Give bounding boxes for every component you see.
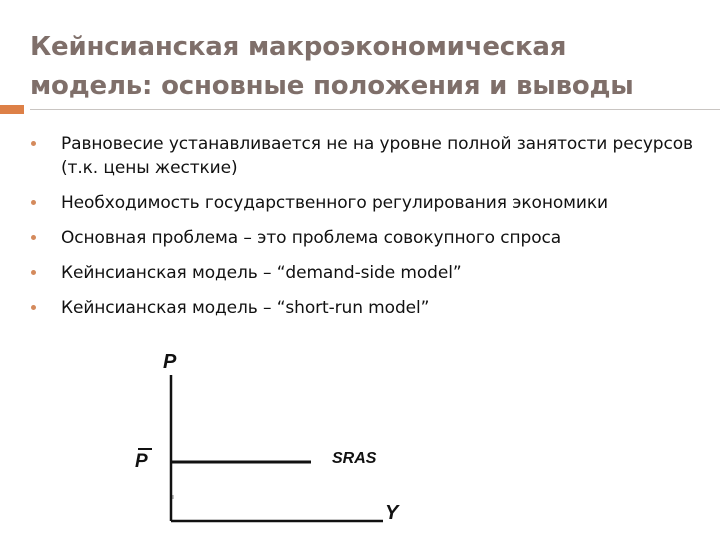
slide-title: Кейнсианская макроэкономическая модель: основные положения и выводы xyxy=(30,32,634,101)
title-divider xyxy=(30,109,720,110)
bullet-item xyxy=(28,132,698,180)
bullet-item xyxy=(28,296,698,320)
bullet-text: Основная проблема – это проблема совокупного спроса xyxy=(61,228,562,248)
sras-label: SRAS xyxy=(332,450,377,467)
title-accent-bar xyxy=(0,105,24,114)
bullet-dot-icon xyxy=(31,235,36,240)
bullet-item xyxy=(28,191,698,215)
bullet-list xyxy=(28,132,698,331)
bullet-text: Кейнсианская модель – “short-run model” xyxy=(61,298,430,318)
bullet-dot-icon xyxy=(31,200,36,205)
y-axis-label: P xyxy=(163,351,177,373)
bullet-text: Равновесие устанавливается не на уровне полной занятости ресурсов (т.к. цены жесткие) xyxy=(61,134,693,178)
x-axis-label: Y xyxy=(385,502,399,524)
price-level-overline xyxy=(138,448,152,450)
sras-graph xyxy=(130,345,420,535)
bullet-text: Необходимость государственного регулирования экономики xyxy=(61,193,608,213)
price-level-label: P xyxy=(135,451,148,472)
bullet-text: Кейнсианская модель – “demand-side model” xyxy=(61,263,462,283)
bullet-dot-icon xyxy=(31,141,36,146)
bullet-item xyxy=(28,226,698,250)
bullet-dot-icon xyxy=(31,305,36,310)
bullet-item xyxy=(28,261,698,285)
bullet-dot-icon xyxy=(31,270,36,275)
